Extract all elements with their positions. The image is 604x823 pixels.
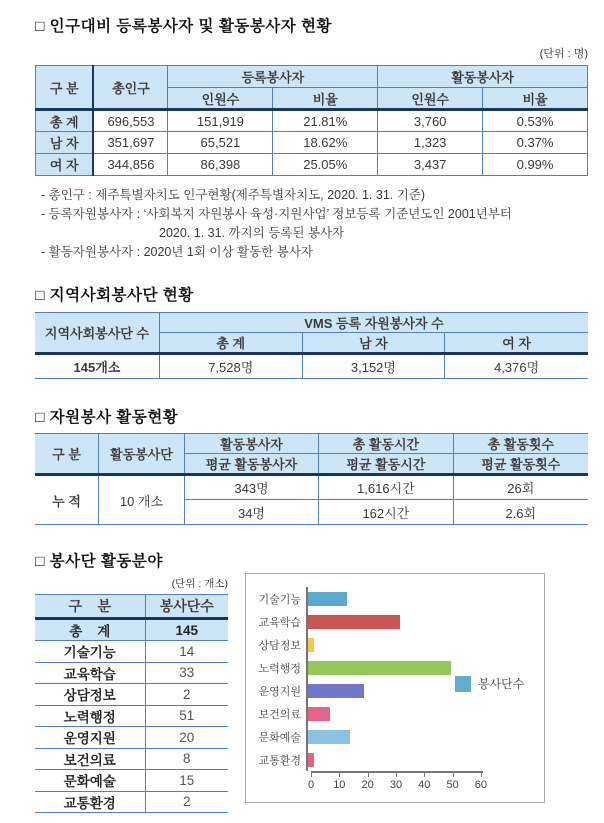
table-row [35,641,228,663]
chart-bar-row [256,748,544,771]
t1-header-act-count: 인원수 [378,88,483,110]
t1-female-act-ratio: 0.99% [483,154,588,176]
x-tick-mark [481,773,482,777]
chart-category-label: 문화예술 [258,731,301,744]
chart-bar-row [256,702,544,725]
chart-bar-area [306,702,476,725]
chart-bar-area [306,633,476,656]
t2-header-vms-group: VMS 등록 자원봉사자 수 [159,313,588,333]
t3-header-corps: 활동봉사단 [99,434,185,475]
chart-category-label: 교통환경 [258,754,301,767]
t1-header-reg-count: 인원수 [168,88,273,110]
note-line: - 총인구 : 제주특별자치도 인구현황(제주특별자치도, 2020. 1. 31. 기준) [41,188,426,202]
table-row [35,662,228,684]
t1-header-population: 총인구 [93,66,168,110]
chart-bar [308,592,347,606]
chart-bar [308,753,314,767]
t4-header-count: 봉사단수 [145,595,228,619]
table-row [36,154,588,176]
t2-header-total: 총 계 [159,333,302,354]
section4-title: □ 봉사단 활동분야 [35,553,163,570]
table-row [35,705,228,727]
t4-field-label: 운영지원 [35,727,145,749]
t1-total-reg-count: 151,919 [168,110,273,132]
t3-times-value: 26회 [453,475,588,500]
t3-volunteers-value: 343명 [184,475,318,500]
note-line: 2020. 1. 31. 까지의 등록된 봉사자 [159,226,345,240]
x-tick-label: 20 [361,779,374,791]
t4-field-value: 15 [145,770,228,792]
activity-field-table [35,594,228,813]
x-tick-mark [453,773,454,777]
t4-field-label: 교육학습 [35,662,145,684]
chart-category-label: 보건의료 [258,708,301,721]
t4-field-value: 2 [145,684,228,706]
legend-label: 봉사단수 [478,677,525,691]
chart-category-label: 노력행정 [258,662,301,675]
chart-category-label: 교육학습 [258,616,301,629]
table-row [36,110,588,132]
t1-male-act-ratio: 0.37% [483,132,588,154]
t1-row-male-label: 남 자 [36,132,94,154]
t3-corps-value: 10 개소 [99,475,185,525]
t1-male-reg-count: 65,521 [168,132,273,154]
t2-male-value: 3,152명 [302,354,445,379]
t4-field-label: 문화예술 [35,770,145,792]
note-line: - 등록자원봉사자 : ‘사회복지 자원봉사 육성·지원사업’ 정보등록 기준년도인 2001년부터 [41,207,512,221]
chart-bar-row [256,725,544,748]
t1-total-act-count: 3,760 [378,110,483,132]
t4-header-gubun: 구 분 [35,595,145,619]
chart-bar-area [306,725,476,748]
table-row [35,475,588,500]
chart-bar-area [306,610,476,633]
t3-avg-times-value: 2.6회 [453,500,588,525]
note-line: - 활동자원봉사자 : 2020년 1회 이상 활동한 봉사자 [41,245,313,259]
section1-notes [41,186,588,262]
t1-total-reg-ratio: 21.81% [273,110,378,132]
t3-header-gubun: 구 분 [35,434,99,475]
t4-body [35,619,228,813]
chart-bar-area [306,748,476,771]
section1-title: □ 인구대비 등록봉사자 및 활동봉사자 현황 [35,18,332,35]
table-row [35,748,228,770]
t4-field-value: 8 [145,748,228,770]
activity-status-table [35,433,588,525]
x-tick-mark [424,773,425,777]
x-tick-label: 60 [474,779,488,791]
chart-bar [308,707,330,721]
table-row [35,354,588,379]
chart-bar [308,684,364,698]
t1-row-female-label: 여 자 [36,154,94,176]
chart-bar-area [306,679,476,702]
x-tick-mark [368,773,369,777]
table-row [35,727,228,749]
t3-header-hours: 총 활동시간 [319,434,453,454]
table-row [35,791,228,813]
t1-male-reg-ratio: 18.62% [273,132,378,154]
activity-field-bar-chart [245,573,545,803]
chart-bar [308,615,400,629]
x-tick-label: 50 [446,779,459,791]
t1-total-act-ratio: 0.53% [483,110,588,132]
t1-female-act-count: 3,437 [378,154,483,176]
legend-swatch [455,676,471,692]
t3-header-volunteers: 활동봉사자 [184,434,318,454]
table-row [36,132,588,154]
section2-title: □ 지역사회봉사단 현황 [35,287,194,304]
chart-bar-row [256,633,544,656]
section3-title: □ 자원봉사 활동현황 [35,409,179,426]
t1-female-reg-ratio: 25.05% [273,154,378,176]
t2-header-male: 남 자 [302,333,445,354]
section1-unit-label: (단위 : 명) [539,48,588,60]
t1-male-act-count: 1,323 [378,132,483,154]
table-row [35,619,228,641]
chart-bar [308,661,451,675]
t1-header-reg-ratio: 비율 [273,88,378,110]
t4-field-value: 20 [145,727,228,749]
t3-header-avg-times: 평균 활동횟수 [453,454,588,475]
t4-total-value: 145 [145,619,228,641]
t1-header-registered-group: 등록봉사자 [168,66,378,88]
t1-header-active-group: 활동봉사자 [378,66,588,88]
t2-corps-count: 145개소 [35,354,159,379]
chart-bar [308,638,314,652]
t3-avg-volunteers-value: 34명 [184,500,318,525]
t4-total-label: 총 계 [35,619,145,641]
chart-category-label: 상담정보 [258,639,301,652]
chart-bar-row [256,587,544,610]
t1-row-total-label: 총 계 [36,110,94,132]
chart-category-label: 운영지원 [258,685,301,698]
t4-field-label: 상담정보 [35,684,145,706]
t2-header-female: 여 자 [445,333,588,354]
t1-female-reg-count: 86,398 [168,154,273,176]
t3-hours-value: 1,616시간 [319,475,453,500]
chart-category-label: 기술기능 [258,593,301,606]
x-tick-label: 30 [389,779,403,791]
t1-male-population: 351,697 [93,132,168,154]
x-tick-mark [396,773,397,777]
t2-female-value: 4,376명 [445,354,588,379]
x-tick-label: 0 [307,779,315,791]
t3-header-times: 총 활동횟수 [453,434,588,454]
x-tick-mark [311,773,312,777]
t1-header-gubun: 구 분 [36,66,94,110]
t4-field-label: 교통환경 [35,791,145,813]
t3-row-label: 누 적 [35,475,99,525]
community-corps-table [35,312,588,379]
t3-header-avg-volunteers: 평균 활동봉사자 [184,454,318,475]
t1-header-act-ratio: 비율 [483,88,588,110]
x-tick-mark [339,773,340,777]
section4-unit-label: (단위 : 개소) [171,578,228,590]
x-tick-label: 40 [418,779,431,791]
t4-field-label: 기술기능 [35,641,145,663]
chart-bar-row [256,610,544,633]
x-tick-label: 10 [333,779,346,791]
t4-field-value: 33 [145,662,228,684]
chart-bar [308,730,350,744]
t4-field-label: 보건의료 [35,748,145,770]
chart-x-axis [307,771,488,795]
t1-total-population: 696,553 [93,110,168,132]
t1-female-population: 344,856 [93,154,168,176]
population-volunteer-table [35,65,588,176]
t2-header-corps-count: 지역사회봉사단 수 [35,313,159,354]
t4-field-value: 2 [145,791,228,813]
t3-header-avg-hours: 평균 활동시간 [319,454,453,475]
chart-legend [455,675,524,692]
t4-field-value: 14 [145,641,228,663]
t4-field-label: 노력행정 [35,705,145,727]
t2-total-value: 7,528명 [159,354,302,379]
t3-avg-hours-value: 162시간 [319,500,453,525]
t4-field-value: 51 [145,705,228,727]
table-row [35,684,228,706]
chart-bar-area [306,587,476,610]
chart-bar-area [306,656,476,679]
